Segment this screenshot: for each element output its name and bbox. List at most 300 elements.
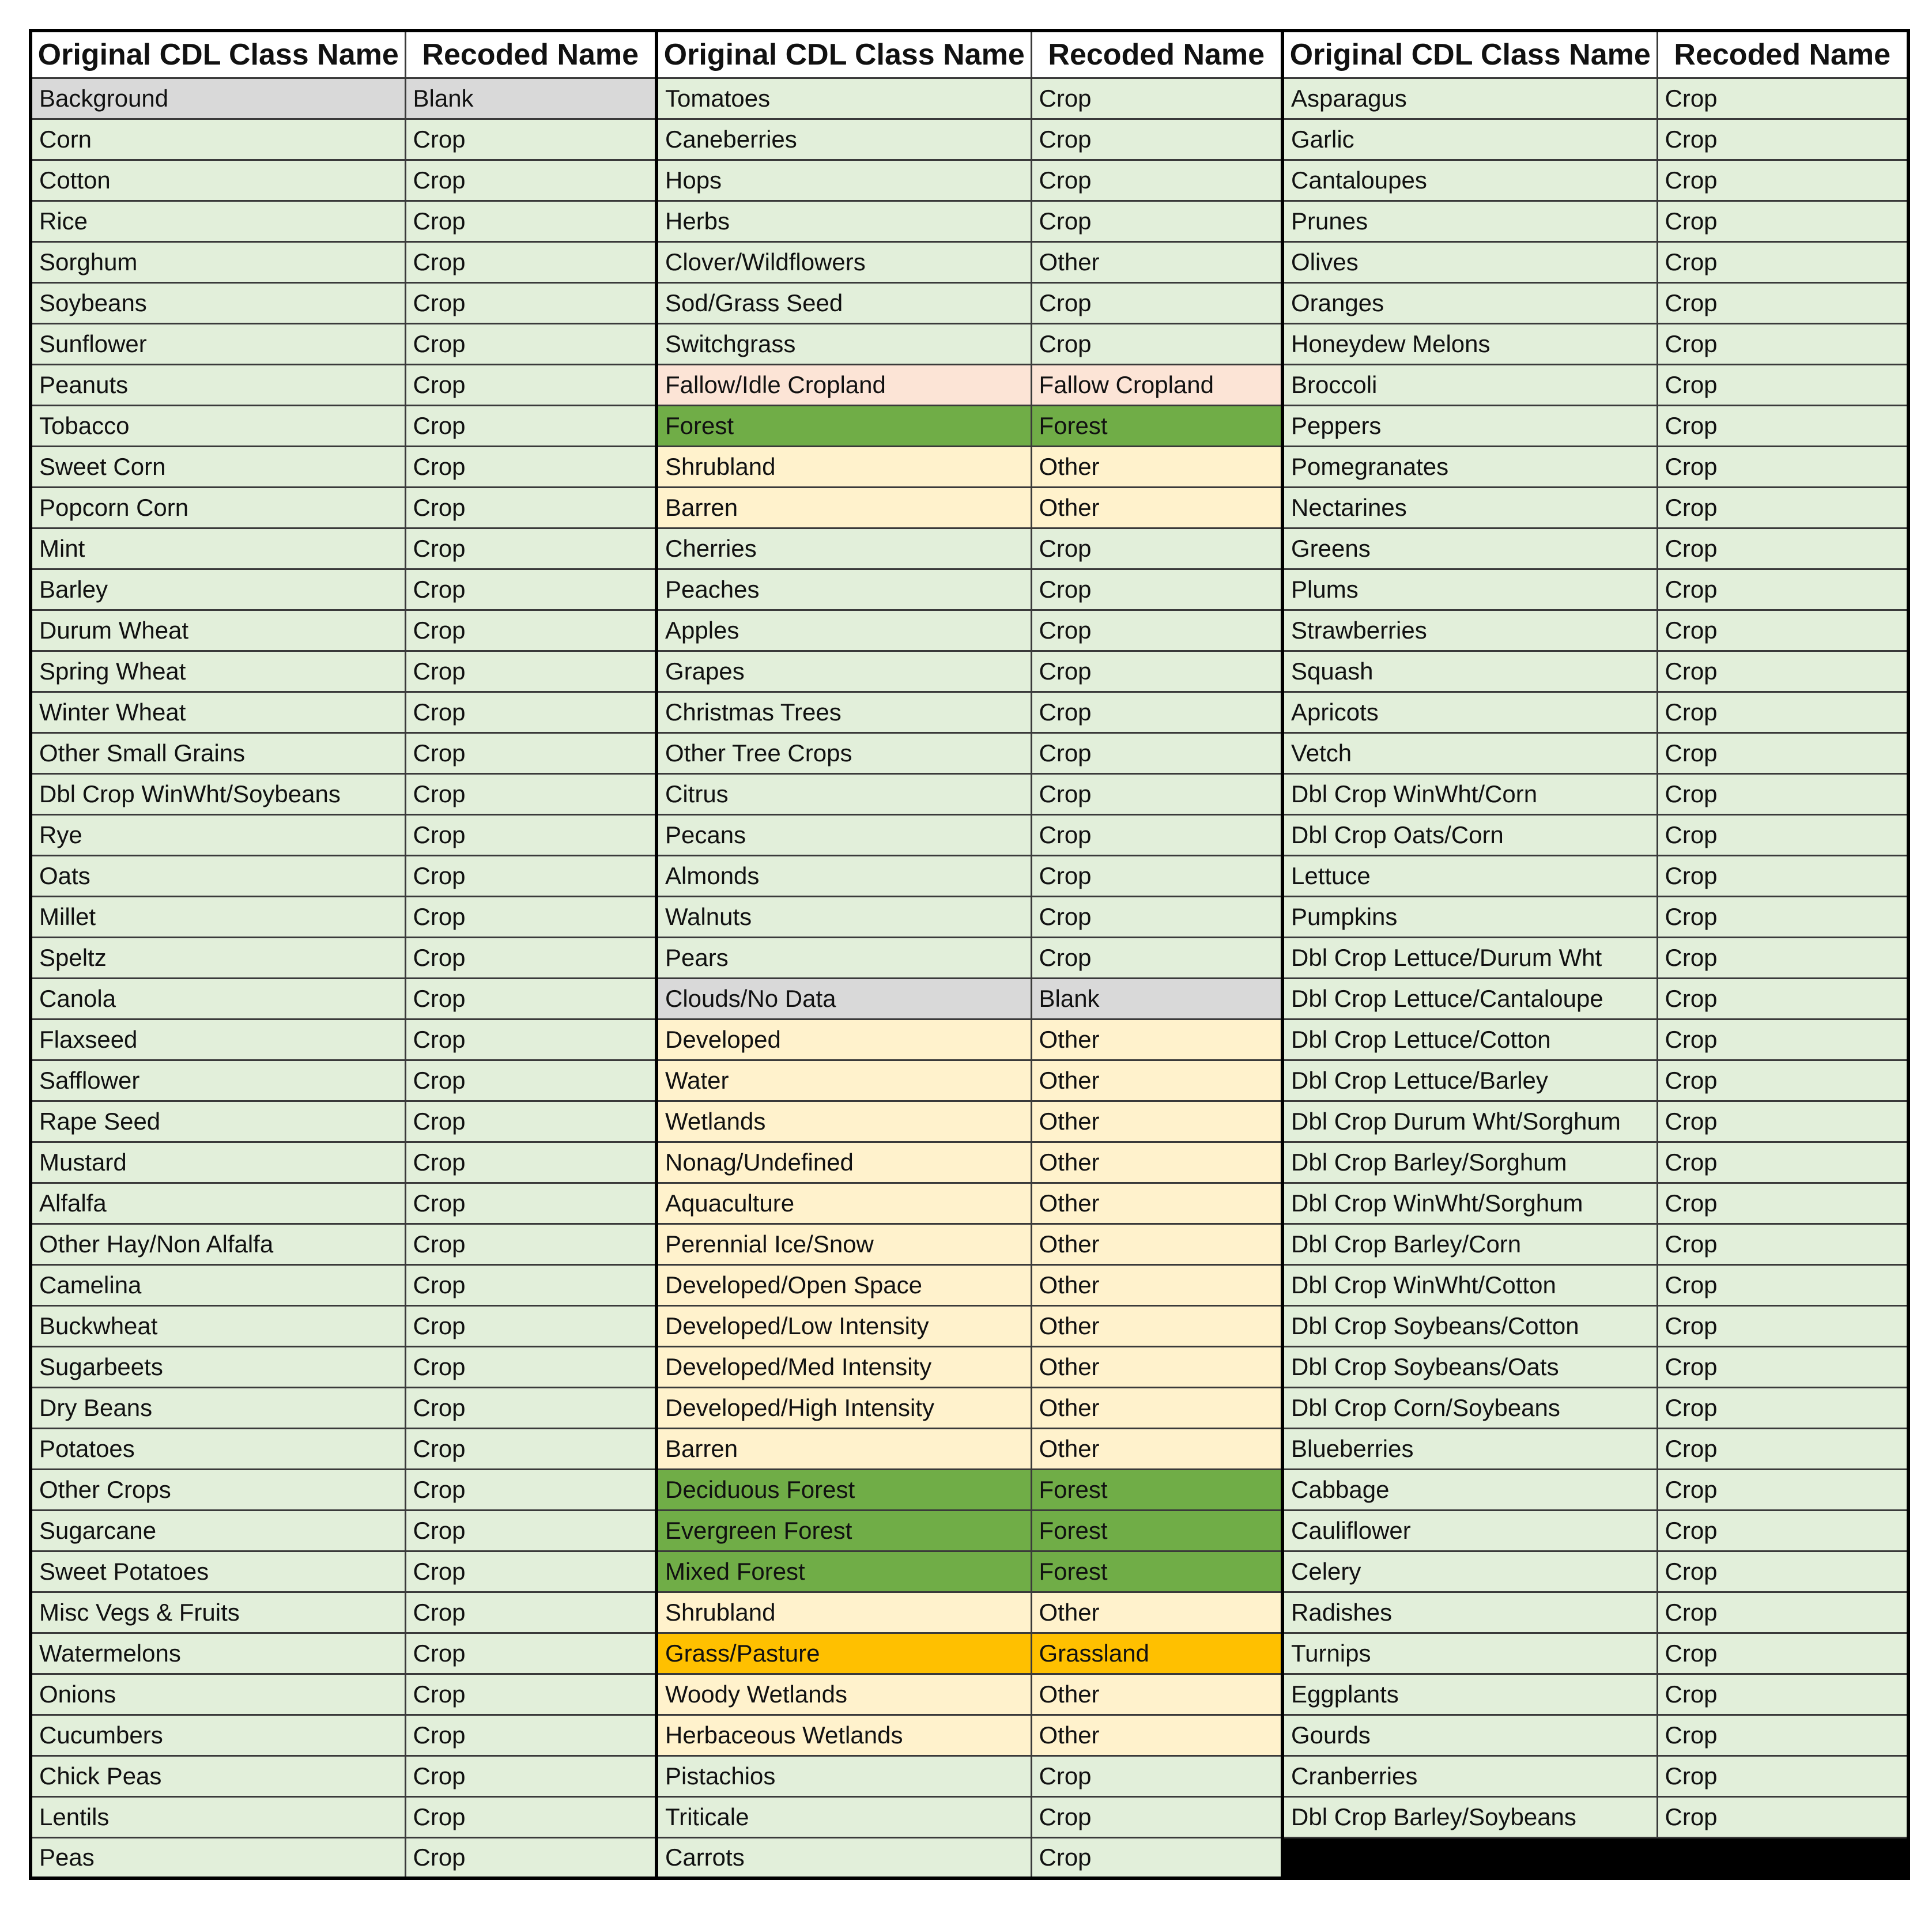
original-class-name-cell: Evergreen Forest — [656, 1510, 1031, 1551]
recoded-name-cell: Forest — [1031, 1469, 1282, 1510]
original-class-name-cell: Turnips — [1282, 1633, 1657, 1674]
original-class-name-cell: Dbl Crop Barley/Corn — [1282, 1224, 1657, 1264]
original-class-name-cell: Almonds — [656, 855, 1031, 896]
recoded-name-cell: Crop — [1657, 1142, 1908, 1183]
original-class-name-cell: Dbl Crop WinWht/Cotton — [1282, 1264, 1657, 1305]
recoded-name-cell: Crop — [1657, 1715, 1908, 1755]
original-class-name-cell: Developed/Med Intensity — [656, 1346, 1031, 1387]
original-class-name-cell: Plums — [1282, 569, 1657, 610]
original-class-name-cell: Honeydew Melons — [1282, 323, 1657, 364]
original-class-name-cell: Millet — [31, 896, 405, 937]
original-class-name-cell: Peaches — [656, 569, 1031, 610]
recoded-name-cell: Crop — [1031, 528, 1282, 569]
original-class-name-cell: Shrubland — [656, 446, 1031, 487]
table-row — [31, 1183, 1908, 1224]
recoded-name-cell: Crop — [405, 1183, 656, 1224]
original-class-name-cell: Rice — [31, 201, 405, 241]
recoded-name-cell: Crop — [405, 160, 656, 201]
original-class-name-cell: Sunflower — [31, 323, 405, 364]
original-class-name-cell: Dbl Crop Barley/Sorghum — [1282, 1142, 1657, 1183]
recoded-name-cell: Crop — [405, 446, 656, 487]
recoded-name-cell: Crop — [405, 1633, 656, 1674]
original-class-name-cell: Sweet Potatoes — [31, 1551, 405, 1592]
recoded-name-cell: Crop — [405, 1715, 656, 1755]
recoded-name-cell: Crop — [1657, 1469, 1908, 1510]
recoded-name-cell: Other — [1031, 1715, 1282, 1755]
recoded-name-cell: Crop — [405, 1469, 656, 1510]
recoded-name-cell: Crop — [1657, 1224, 1908, 1264]
recoded-name-cell: Crop — [1657, 1101, 1908, 1142]
original-class-name-cell: Vetch — [1282, 733, 1657, 773]
recoded-name-cell: Crop — [1657, 569, 1908, 610]
recoded-name-cell: Crop — [1657, 1551, 1908, 1592]
table-row — [31, 446, 1908, 487]
original-class-name-cell: Herbaceous Wetlands — [656, 1715, 1031, 1755]
original-class-name-cell: Rye — [31, 814, 405, 855]
recoded-name-cell: Crop — [1031, 569, 1282, 610]
original-class-name-cell: Onions — [31, 1674, 405, 1715]
original-class-name-cell: Pumpkins — [1282, 896, 1657, 937]
original-class-name-cell: Strawberries — [1282, 610, 1657, 651]
table-row — [31, 651, 1908, 692]
table-row — [31, 733, 1908, 773]
recoded-name-cell: Other — [1031, 1264, 1282, 1305]
recoded-name-cell: Blank — [1031, 978, 1282, 1019]
original-class-name-cell: Canola — [31, 978, 405, 1019]
table-row — [31, 119, 1908, 160]
original-class-name-cell: Broccoli — [1282, 364, 1657, 405]
recoded-name-cell: Crop — [405, 610, 656, 651]
original-class-name-cell: Sugarcane — [31, 1510, 405, 1551]
recoded-name-cell: Crop — [1657, 978, 1908, 1019]
table-row — [31, 1510, 1908, 1551]
table-row — [31, 201, 1908, 241]
original-class-name-cell: Peanuts — [31, 364, 405, 405]
header-recoded-name-2: Recoded Name — [1031, 31, 1282, 78]
recoded-name-cell: Crop — [405, 569, 656, 610]
original-class-name-cell: Cabbage — [1282, 1469, 1657, 1510]
recoded-name-cell: Crop — [1657, 1633, 1908, 1674]
recoded-name-cell: Crop — [1657, 1019, 1908, 1060]
recoded-name-cell: Crop — [405, 323, 656, 364]
recoded-name-cell: Crop — [405, 896, 656, 937]
original-class-name-cell: Other Hay/Non Alfalfa — [31, 1224, 405, 1264]
recoded-name-cell: Other — [1031, 1183, 1282, 1224]
recoded-name-cell: Crop — [405, 1674, 656, 1715]
recoded-name-cell: Forest — [1031, 1551, 1282, 1592]
original-class-name-cell: Sugarbeets — [31, 1346, 405, 1387]
recoded-name-cell: Crop — [405, 1510, 656, 1551]
recoded-name-cell: Crop — [1657, 1264, 1908, 1305]
recoded-name-cell: Crop — [1657, 78, 1908, 119]
recoded-name-cell: Crop — [1031, 651, 1282, 692]
recoded-name-cell: Crop — [405, 1387, 656, 1428]
original-class-name-cell: Clover/Wildflowers — [656, 241, 1031, 282]
original-class-name-cell: Mixed Forest — [656, 1551, 1031, 1592]
original-class-name-cell: Cotton — [31, 160, 405, 201]
recoded-name-cell: Crop — [405, 1224, 656, 1264]
recoded-name-cell: Crop — [1657, 528, 1908, 569]
original-class-name-cell: Dbl Crop Lettuce/Cotton — [1282, 1019, 1657, 1060]
original-class-name-cell: Dbl Crop WinWht/Soybeans — [31, 773, 405, 814]
table-row — [31, 282, 1908, 323]
recoded-name-cell: Crop — [1657, 1305, 1908, 1346]
recoded-name-cell: Crop — [1657, 1755, 1908, 1796]
table-row — [31, 855, 1908, 896]
original-class-name-cell: Dbl Crop Soybeans/Oats — [1282, 1346, 1657, 1387]
recoded-name-cell: Crop — [405, 1060, 656, 1101]
original-class-name-cell: Developed/Low Intensity — [656, 1305, 1031, 1346]
original-class-name-cell: Soybeans — [31, 282, 405, 323]
original-class-name-cell: Dbl Crop Durum Wht/Sorghum — [1282, 1101, 1657, 1142]
header-original-class-name-1: Original CDL Class Name — [31, 31, 405, 78]
recoded-name-cell: Crop — [405, 487, 656, 528]
original-class-name-cell: Other Small Grains — [31, 733, 405, 773]
recoded-name-cell: Crop — [405, 119, 656, 160]
table-row — [31, 896, 1908, 937]
recoded-name-cell: Crop — [1657, 1796, 1908, 1837]
original-class-name-cell: Speltz — [31, 937, 405, 978]
original-class-name-cell: Squash — [1282, 651, 1657, 692]
table-row — [31, 978, 1908, 1019]
table-row — [31, 323, 1908, 364]
recoded-name-cell: Crop — [1657, 201, 1908, 241]
table-row — [31, 1264, 1908, 1305]
original-class-name-cell: Clouds/No Data — [656, 978, 1031, 1019]
header-row — [31, 31, 1908, 78]
table-row — [31, 1060, 1908, 1101]
table-row — [31, 241, 1908, 282]
recoded-name-cell: Crop — [1657, 1346, 1908, 1387]
original-class-name-cell: Oats — [31, 855, 405, 896]
table-row — [31, 814, 1908, 855]
original-class-name-cell: Peas — [31, 1837, 405, 1878]
recoded-name-cell: Crop — [405, 814, 656, 855]
original-class-name-cell: Apples — [656, 610, 1031, 651]
original-class-name-cell: Herbs — [656, 201, 1031, 241]
recoded-name-cell: Other — [1031, 1674, 1282, 1715]
table-row — [31, 405, 1908, 446]
table-row — [31, 1551, 1908, 1592]
original-class-name-cell: Potatoes — [31, 1428, 405, 1469]
original-class-name-cell: Dbl Crop Corn/Soybeans — [1282, 1387, 1657, 1428]
recoded-name-cell: Crop — [1657, 1592, 1908, 1633]
recoded-name-cell: Blank — [405, 78, 656, 119]
original-class-name-cell: Pecans — [656, 814, 1031, 855]
recoded-name-cell: Crop — [1031, 323, 1282, 364]
original-class-name-cell: Barren — [656, 487, 1031, 528]
original-class-name-cell: Dbl Crop Lettuce/Durum Wht — [1282, 937, 1657, 978]
recoded-name-cell: Other — [1031, 1060, 1282, 1101]
recoded-name-cell: Crop — [1657, 364, 1908, 405]
recoded-name-cell: Crop — [1031, 1837, 1282, 1878]
recoded-name-cell: Crop — [1657, 610, 1908, 651]
recoded-name-cell: Other — [1031, 1101, 1282, 1142]
recoded-name-cell: Crop — [405, 1755, 656, 1796]
original-class-name-cell: Dbl Crop Lettuce/Barley — [1282, 1060, 1657, 1101]
table-row — [31, 1633, 1908, 1674]
recoded-name-cell: Crop — [405, 1837, 656, 1878]
original-class-name-cell: Wetlands — [656, 1101, 1031, 1142]
recoded-name-cell: Crop — [405, 978, 656, 1019]
original-class-name-cell: Aquaculture — [656, 1183, 1031, 1224]
recoded-name-cell: Other — [1031, 446, 1282, 487]
header-recoded-name-1: Recoded Name — [405, 31, 656, 78]
recoded-name-cell: Other — [1031, 241, 1282, 282]
recoded-name-cell: Crop — [1031, 78, 1282, 119]
recoded-name-cell: Crop — [1657, 1183, 1908, 1224]
table-row — [31, 1796, 1908, 1837]
recoded-name-cell: Other — [1031, 487, 1282, 528]
original-class-name-cell: Spring Wheat — [31, 651, 405, 692]
table-row — [31, 1142, 1908, 1183]
recoded-name-cell: Crop — [1657, 814, 1908, 855]
original-class-name-cell: Sweet Corn — [31, 446, 405, 487]
recoded-name-cell: Crop — [1657, 323, 1908, 364]
original-class-name-cell: Citrus — [656, 773, 1031, 814]
recoded-name-cell: Grassland — [1031, 1633, 1282, 1674]
original-class-name-cell: Carrots — [656, 1837, 1031, 1878]
recoded-name-cell: Crop — [1657, 119, 1908, 160]
recoded-name-cell: Crop — [1031, 1796, 1282, 1837]
recoded-name-cell: Crop — [1031, 733, 1282, 773]
original-class-name-cell: Nonag/Undefined — [656, 1142, 1031, 1183]
recoded-name-cell: Crop — [1031, 610, 1282, 651]
original-class-name-cell: Christmas Trees — [656, 692, 1031, 733]
original-class-name-cell: Triticale — [656, 1796, 1031, 1837]
recoded-name-cell: Other — [1031, 1224, 1282, 1264]
original-class-name-cell: Background — [31, 78, 405, 119]
original-class-name-cell: Tomatoes — [656, 78, 1031, 119]
original-class-name-cell: Cherries — [656, 528, 1031, 569]
recoded-name-cell: Crop — [1031, 773, 1282, 814]
original-class-name-cell: Garlic — [1282, 119, 1657, 160]
original-class-name-cell: Barren — [656, 1428, 1031, 1469]
recoded-name-cell: Crop — [1031, 1755, 1282, 1796]
recoded-name-cell: Crop — [405, 1551, 656, 1592]
recoded-name-cell: Crop — [1031, 855, 1282, 896]
recoded-name-cell: Crop — [405, 241, 656, 282]
recoded-name-cell: Crop — [405, 733, 656, 773]
recoded-name-cell: Crop — [405, 692, 656, 733]
original-class-name-cell: Safflower — [31, 1060, 405, 1101]
recoded-name-cell: Crop — [405, 405, 656, 446]
original-class-name-cell: Water — [656, 1060, 1031, 1101]
original-class-name-cell: Other Crops — [31, 1469, 405, 1510]
original-class-name-cell: Dbl Crop Barley/Soybeans — [1282, 1796, 1657, 1837]
original-class-name-cell: Dbl Crop Soybeans/Cotton — [1282, 1305, 1657, 1346]
recoded-name-cell: Crop — [405, 855, 656, 896]
recoded-name-cell: Crop — [1657, 446, 1908, 487]
recoded-name-cell: Crop — [1031, 692, 1282, 733]
original-class-name-cell: Cauliflower — [1282, 1510, 1657, 1551]
recoded-name-cell: Other — [1031, 1305, 1282, 1346]
original-class-name-cell: Prunes — [1282, 201, 1657, 241]
original-class-name-cell: Celery — [1282, 1551, 1657, 1592]
original-class-name-cell: Radishes — [1282, 1592, 1657, 1633]
recoded-name-cell: Crop — [1031, 119, 1282, 160]
original-class-name-cell: Cantaloupes — [1282, 160, 1657, 201]
original-class-name-cell: Walnuts — [656, 896, 1031, 937]
recoded-name-cell: Crop — [1031, 201, 1282, 241]
table-row — [31, 1755, 1908, 1796]
table-row — [31, 1715, 1908, 1755]
table-row — [31, 78, 1908, 119]
original-class-name-cell: Dbl Crop WinWht/Corn — [1282, 773, 1657, 814]
original-class-name-cell: Hops — [656, 160, 1031, 201]
table-row — [31, 569, 1908, 610]
original-class-name-cell: Shrubland — [656, 1592, 1031, 1633]
recoded-name-cell: Other — [1031, 1019, 1282, 1060]
recoded-name-cell: Crop — [405, 282, 656, 323]
original-class-name-cell: Tobacco — [31, 405, 405, 446]
table-row — [31, 1387, 1908, 1428]
table-header — [31, 31, 1908, 78]
recoded-name-cell: Crop — [405, 937, 656, 978]
table-row — [31, 1346, 1908, 1387]
original-class-name-cell: Mustard — [31, 1142, 405, 1183]
recoded-name-cell: Crop — [405, 1264, 656, 1305]
original-class-name-cell: Grapes — [656, 651, 1031, 692]
original-class-name-cell: Durum Wheat — [31, 610, 405, 651]
original-class-name-cell: Lettuce — [1282, 855, 1657, 896]
original-class-name-cell: Flaxseed — [31, 1019, 405, 1060]
original-class-name-cell: Gourds — [1282, 1715, 1657, 1755]
original-class-name-cell: Cranberries — [1282, 1755, 1657, 1796]
table-row — [31, 160, 1908, 201]
header-original-class-name-3: Original CDL Class Name — [1282, 31, 1657, 78]
original-class-name-cell: Barley — [31, 569, 405, 610]
original-class-name-cell: Apricots — [1282, 692, 1657, 733]
recoded-name-cell: Crop — [405, 528, 656, 569]
table-row — [31, 1019, 1908, 1060]
original-class-name-cell: Sod/Grass Seed — [656, 282, 1031, 323]
recoded-name-cell: Crop — [1657, 1060, 1908, 1101]
recoded-name-cell: Crop — [405, 1019, 656, 1060]
table-row — [31, 1674, 1908, 1715]
table-body — [31, 78, 1908, 1878]
table-row — [31, 1428, 1908, 1469]
recoded-name-cell: Crop — [1657, 487, 1908, 528]
recoded-name-cell: Crop — [1031, 814, 1282, 855]
table-row — [31, 1101, 1908, 1142]
original-class-name-cell: Perennial Ice/Snow — [656, 1224, 1031, 1264]
empty-cell — [1282, 1837, 1908, 1878]
recoded-name-cell: Crop — [405, 651, 656, 692]
original-class-name-cell: Pears — [656, 937, 1031, 978]
table-row — [31, 1592, 1908, 1633]
recoded-name-cell: Crop — [1657, 896, 1908, 937]
recoded-name-cell: Crop — [1657, 1674, 1908, 1715]
recoded-name-cell: Crop — [405, 773, 656, 814]
original-class-name-cell: Forest — [656, 405, 1031, 446]
original-class-name-cell: Rape Seed — [31, 1101, 405, 1142]
recoded-name-cell: Crop — [405, 1101, 656, 1142]
recoded-name-cell: Crop — [1657, 1510, 1908, 1551]
original-class-name-cell: Sorghum — [31, 241, 405, 282]
header-original-class-name-2: Original CDL Class Name — [656, 31, 1031, 78]
original-class-name-cell: Woody Wetlands — [656, 1674, 1031, 1715]
table-row — [31, 1837, 1908, 1878]
recoded-name-cell: Crop — [1031, 896, 1282, 937]
recoded-name-cell: Crop — [405, 1142, 656, 1183]
recoded-name-cell: Crop — [1031, 160, 1282, 201]
recoded-name-cell: Other — [1031, 1592, 1282, 1633]
original-class-name-cell: Switchgrass — [656, 323, 1031, 364]
recoded-name-cell: Other — [1031, 1346, 1282, 1387]
recoded-name-cell: Crop — [1031, 937, 1282, 978]
original-class-name-cell: Fallow/Idle Cropland — [656, 364, 1031, 405]
original-class-name-cell: Mint — [31, 528, 405, 569]
table-row — [31, 937, 1908, 978]
table-row — [31, 1224, 1908, 1264]
recoded-name-cell: Forest — [1031, 405, 1282, 446]
original-class-name-cell: Developed/Open Space — [656, 1264, 1031, 1305]
recoded-name-cell: Crop — [1657, 773, 1908, 814]
table-row — [31, 610, 1908, 651]
original-class-name-cell: Pomegranates — [1282, 446, 1657, 487]
table-row — [31, 1469, 1908, 1510]
original-class-name-cell: Popcorn Corn — [31, 487, 405, 528]
original-class-name-cell: Nectarines — [1282, 487, 1657, 528]
recoded-name-cell: Forest — [1031, 1510, 1282, 1551]
original-class-name-cell: Other Tree Crops — [656, 733, 1031, 773]
original-class-name-cell: Oranges — [1282, 282, 1657, 323]
recoded-name-cell: Other — [1031, 1142, 1282, 1183]
recoded-name-cell: Crop — [1657, 692, 1908, 733]
recoded-name-cell: Crop — [405, 364, 656, 405]
recoded-name-cell: Crop — [1657, 1387, 1908, 1428]
recoded-name-cell: Fallow Cropland — [1031, 364, 1282, 405]
recoded-name-cell: Crop — [1657, 651, 1908, 692]
original-class-name-cell: Blueberries — [1282, 1428, 1657, 1469]
original-class-name-cell: Dbl Crop Lettuce/Cantaloupe — [1282, 978, 1657, 1019]
original-class-name-cell: Caneberries — [656, 119, 1031, 160]
original-class-name-cell: Dry Beans — [31, 1387, 405, 1428]
recoded-name-cell: Crop — [1657, 1428, 1908, 1469]
table-row — [31, 1305, 1908, 1346]
recoded-name-cell: Crop — [1657, 733, 1908, 773]
original-class-name-cell: Corn — [31, 119, 405, 160]
cdl-recode-table — [29, 29, 1910, 1880]
original-class-name-cell: Greens — [1282, 528, 1657, 569]
table-row — [31, 487, 1908, 528]
original-class-name-cell: Buckwheat — [31, 1305, 405, 1346]
recoded-name-cell: Crop — [405, 1428, 656, 1469]
original-class-name-cell: Peppers — [1282, 405, 1657, 446]
original-class-name-cell: Pistachios — [656, 1755, 1031, 1796]
recoded-name-cell: Crop — [1657, 855, 1908, 896]
original-class-name-cell: Lentils — [31, 1796, 405, 1837]
table-row — [31, 773, 1908, 814]
original-class-name-cell: Eggplants — [1282, 1674, 1657, 1715]
original-class-name-cell: Cucumbers — [31, 1715, 405, 1755]
recoded-name-cell: Crop — [1031, 282, 1282, 323]
recoded-name-cell: Crop — [1657, 282, 1908, 323]
recoded-name-cell: Crop — [405, 201, 656, 241]
original-class-name-cell: Dbl Crop WinWht/Sorghum — [1282, 1183, 1657, 1224]
table-row — [31, 692, 1908, 733]
recoded-name-cell: Crop — [1657, 241, 1908, 282]
original-class-name-cell: Dbl Crop Oats/Corn — [1282, 814, 1657, 855]
recoded-name-cell: Crop — [405, 1592, 656, 1633]
recoded-name-cell: Crop — [405, 1796, 656, 1837]
original-class-name-cell: Developed — [656, 1019, 1031, 1060]
original-class-name-cell: Alfalfa — [31, 1183, 405, 1224]
table-row — [31, 528, 1908, 569]
recoded-name-cell: Crop — [405, 1305, 656, 1346]
table-row — [31, 364, 1908, 405]
